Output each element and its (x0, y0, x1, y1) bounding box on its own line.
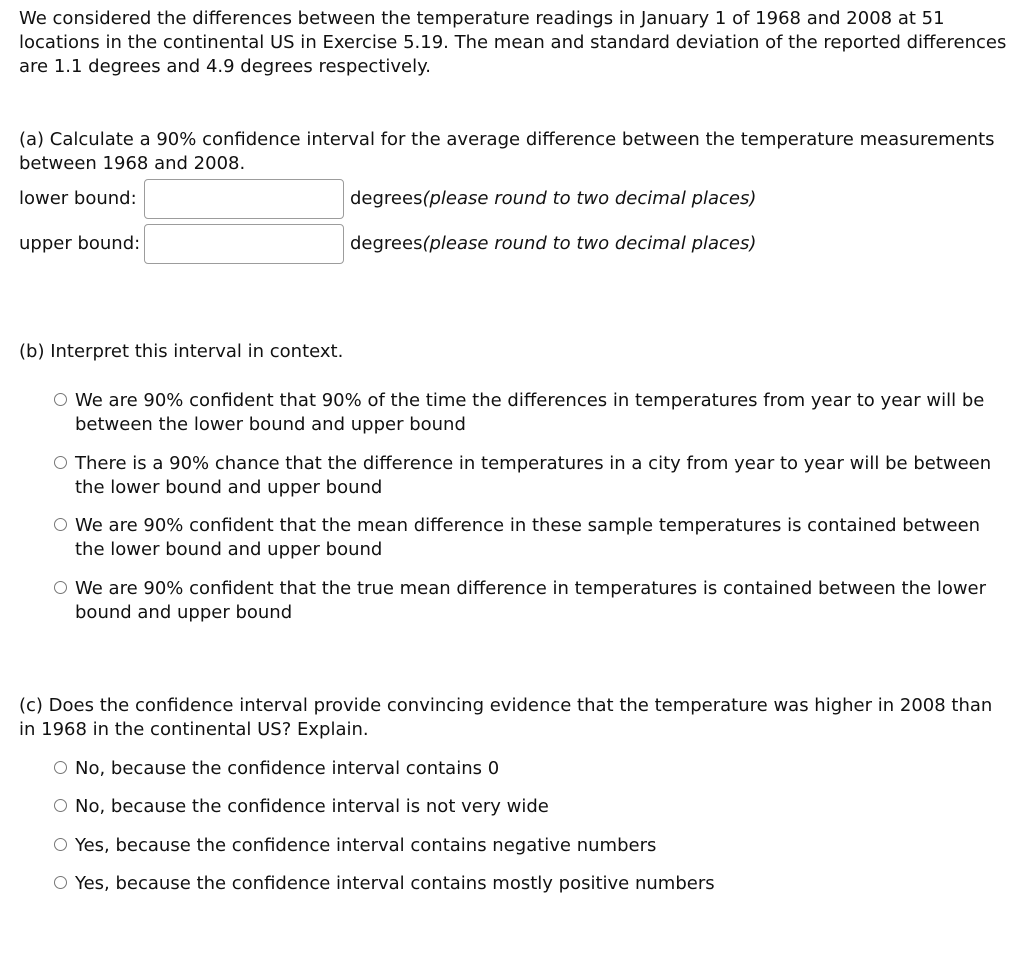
part-b-option-3[interactable] (54, 514, 994, 562)
part-c-option-1[interactable] (54, 757, 994, 781)
lower-bound-input[interactable] (144, 179, 344, 219)
upper-bound-label: upper bound: (19, 233, 141, 254)
part-b-question: (b) Interpret this interval in context. (19, 341, 344, 362)
part-c-option-2[interactable] (54, 795, 994, 819)
option-label: There is a 90% chance that the difference in temperatures in a city from year to year will be between the lower bound and upper bound (75, 453, 992, 498)
part-b-option-4[interactable] (54, 577, 994, 625)
option-label: We are 90% confident that 90% of the time the differences in temperatures from year to year will be between the lower bound and upper bound (75, 390, 985, 435)
radio-button[interactable] (54, 456, 67, 469)
lower-bound-hint: (please round to two decimal places) (422, 188, 757, 209)
option-label: No, because the confidence interval contains 0 (75, 758, 500, 779)
radio-button[interactable] (54, 518, 67, 531)
problem-intro: We considered the differences between the temperature readings in January 1 of 1968 and 2008 at 51 locations in the continental US in Exercise 5.19. The mean and standard deviation of the reported differences are 1.1 degrees and 4.9 degrees respectively. (19, 8, 1007, 77)
option-label: Yes, because the confidence interval contains negative numbers (75, 835, 657, 856)
part-b-option-1[interactable] (54, 389, 994, 437)
part-c-option-4[interactable] (54, 872, 994, 896)
lower-bound-unit: degrees (350, 188, 423, 209)
part-c-question: (c) Does the confidence interval provide convincing evidence that the temperature was higher in 2008 than in 1968 in the continental US? Explain. (19, 695, 993, 740)
option-label: We are 90% confident that the true mean difference in temperatures is contained between the lower bound and upper bound (75, 578, 987, 623)
part-b-option-2[interactable] (54, 452, 994, 500)
lower-bound-label: lower bound: (19, 188, 137, 209)
radio-button[interactable] (54, 581, 67, 594)
upper-bound-unit: degrees (350, 233, 423, 254)
part-a-question: (a) Calculate a 90% confidence interval for the average difference between the temperature measurements between 1968 and 2008. (19, 129, 995, 174)
radio-button[interactable] (54, 799, 67, 812)
part-c-option-3[interactable] (54, 834, 994, 858)
upper-bound-hint: (please round to two decimal places) (422, 233, 757, 254)
radio-button[interactable] (54, 393, 67, 406)
upper-bound-row (19, 223, 756, 265)
radio-button[interactable] (54, 838, 67, 851)
option-label: No, because the confidence interval is not very wide (75, 796, 549, 817)
radio-button[interactable] (54, 761, 67, 774)
radio-button[interactable] (54, 876, 67, 889)
upper-bound-input[interactable] (144, 224, 344, 264)
option-label: Yes, because the confidence interval contains mostly positive numbers (75, 873, 715, 894)
option-label: We are 90% confident that the mean difference in these sample temperatures is contained between the lower bound and upper bound (75, 515, 981, 560)
lower-bound-row (19, 178, 756, 220)
